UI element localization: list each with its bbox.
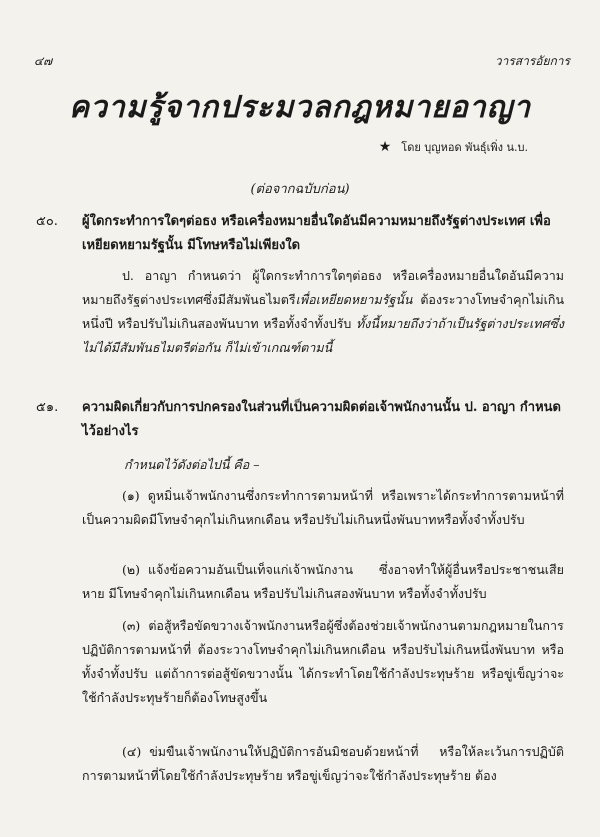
section-number: ๕๑. <box>36 400 59 415</box>
page-number: ๔๗ <box>34 54 53 68</box>
item-text: ต่อสู้หรือขัดขวางเจ้าพนักงานหรือผู้ซึ่งต้องช่วยเจ้าพนักงานตามกฎหมายในการปฏิบัติการตามหน้าที่ ต้องระวางโทษจำคุกไม่เกินหกเดือน หรือปรับไม่เกินหนึ่งพันบาท หรือทั้งจำทั้งปรับ แต่ถ้าการต่อสู้ขัดขวางนั้น ได้กระทำโดยใช้กำลังประทุษร้าย หรือขู่เข็ญว่าจะใช้กำลังประทุษร้ายก็ต้องโทษสูงขึ้น <box>82 618 564 705</box>
section-number: ๕๐. <box>36 214 58 229</box>
continued-note: (ต่อจากฉบับก่อน) <box>250 182 350 197</box>
item-text: แจ้งข้อความอันเป็นเท็จแก่เจ้าพนักงาน ซึ่งอาจทำให้ผู้อื่นหรือประชาชนเสียหาย มีโทษจำคุกไม่เกินหกเดือน หรือปรับไม่เกินสองพันบาท หรือทั้งจำทั้งปรับ <box>82 562 564 601</box>
answer-text: ป. อาญา กำหนดว่า ผู้ใดกระทำการใดๆต่อธง หรือเครื่องหมายอื่นใดอันมีความหมายถึงรัฐต่างประเทศซึ่งมีสัมพันธไมตรี <box>82 268 564 307</box>
section-50 <box>36 210 570 258</box>
article-title: ความรู้จากประมวลกฎหมายอาญา <box>68 90 532 125</box>
list-item <box>82 740 564 788</box>
answer-emphasis: เพื่อเหยียดหยามรัฐนั้น <box>295 292 413 307</box>
list-item <box>82 614 564 710</box>
byline <box>379 138 528 156</box>
list-item <box>82 484 564 532</box>
item-text: ข่มขืนเจ้าพนักงานให้ปฏิบัติการอันมิชอบด้วยหน้าที่ หรือให้ละเว้นการปฏิบัติการตามหน้าที่โดยใช้กำลังประทุษร้าย หรือขู่เข็ญว่าจะใช้กำลังประทุษร้าย ต้อง <box>82 744 564 783</box>
item-text: ดูหมิ่นเจ้าพนักงานซึ่งกระทำการตามหน้าที่ หรือเพราะได้กระทำการตามหน้าที่ เป็นความผิดมีโทษจำคุกไม่เกินหกเดือน หรือปรับไม่เกินหนึ่งพันบาทหรือทั้งจำทั้งปรับ <box>82 488 564 527</box>
section-heading: ผู้ใดกระทำการใดๆต่อธง หรือเครื่องหมายอื่นใดอันมีความหมายถึงรัฐต่างประเทศ เพื่อเหยียดหยามรัฐนั้น มีโทษหรือไม่เพียงใด <box>82 214 551 253</box>
answer-text: ต้องระวางโทษจำคุกไม่เกินหนึ่งปี หรือปรับไม่เกินสองพันบาท หรือทั้งจำทั้งปรับ <box>82 292 564 331</box>
item-label: (๔) <box>122 744 142 759</box>
item-label: (๒) <box>122 562 140 577</box>
list-item <box>82 558 564 606</box>
page-header <box>34 52 570 70</box>
item-label: (๑) <box>122 488 140 503</box>
item-label: (๓) <box>122 618 141 633</box>
section-heading: ความผิดเกี่ยวกับการปกครองในส่วนที่เป็นความผิดต่อเจ้าพนักงานนั้น ป. อาญา กำหนดไว้อย่างไร <box>82 400 561 439</box>
author-text: โดย บุญหอด พันธุ์เพิ่ง น.บ. <box>401 141 528 154</box>
section-51-intro: กำหนดไว้ดังต่อไปนี้ คือ – <box>124 457 260 472</box>
section-50-answer <box>82 264 564 360</box>
answer-emphasis: ทั้งนี้หมายถึงว่าถ้าเป็นรัฐต่างประเทศซึ่งไม่ได้มีสัมพันธไมตรีต่อกัน ก็ไม่เข้าเกณฑ์ตามนี้ <box>82 316 564 355</box>
star-icon: ★ <box>378 139 392 155</box>
section-51 <box>36 396 570 444</box>
journal-name: วารสารอัยการ <box>494 54 570 68</box>
